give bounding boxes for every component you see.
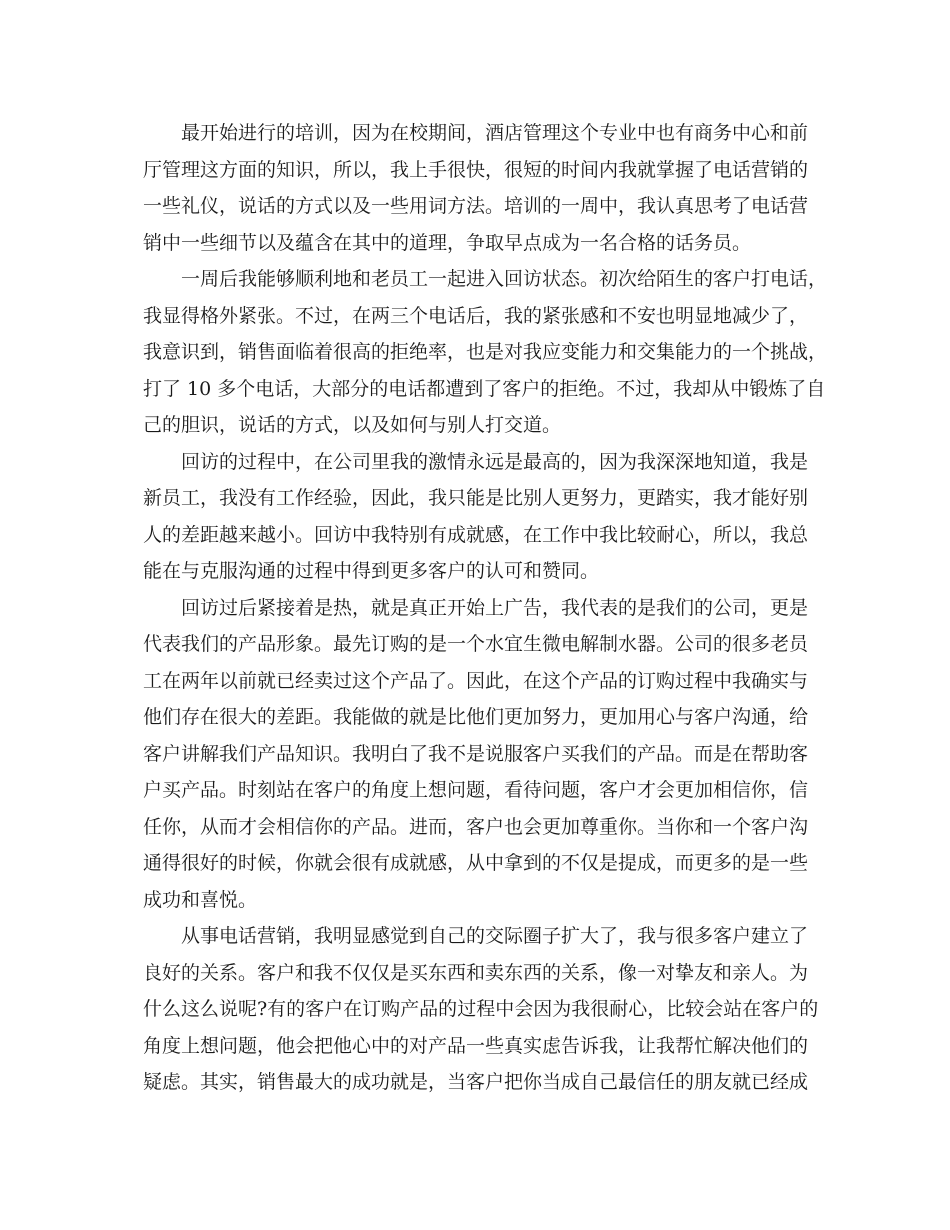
text-line: 人的差距越来越小。回访中我特别有成就感，在工作中我比较耐心，所以，我总 — [143, 523, 809, 546]
text-line: 新员工，我没有工作经验，因此，我只能是比别人更努力，更踏实，我才能好别 — [143, 487, 809, 509]
text-line: 客户讲解我们产品知识。我明白了我不是说服客户买我们的产品。而是在帮助客 — [143, 742, 809, 765]
text-line: 什么这么说呢?有的客户在订购产品的过程中会因为我很耐心，比较会站在客户的 — [143, 998, 819, 1020]
text-line: 己的胆识，说话的方式，以及如何与别人打交道。 — [143, 414, 562, 436]
text-line: 工在两年以前就已经卖过这个产品了。因此，在这个产品的订购过程中我确实与 — [143, 669, 809, 692]
text-line: 良好的关系。客户和我不仅仅是买东西和卖东西的关系，像一对挚友和亲人。为 — [143, 961, 809, 984]
text-line: 厅管理这方面的知识，所以，我上手很快，很短的时间内我就掌握了电话营销的 — [143, 158, 809, 181]
text-line: 我意识到，销售面临着很高的拒绝率，也是对我应变能力和交集能力的一个挑战， — [143, 341, 828, 363]
text-line: 角度上想问题，他会把他心中的对产品一些真实虑告诉我，让我帮忙解决他们的 — [143, 1034, 809, 1057]
text-line: 一些礼仪，说话的方式以及一些用词方法。培训的一周中，我认真思考了电话营 — [143, 195, 809, 217]
text-line: 最开始进行的培训，因为在校期间，酒店管理这个专业中也有商务中心和前 — [143, 122, 809, 144]
document-body — [143, 115, 828, 1101]
paragraph-4 — [143, 590, 809, 919]
paragraph-5 — [143, 918, 819, 1101]
text-line: 一周后我能够顺利地和老员工一起进入回访状态。初次给陌生的客户打电话， — [143, 268, 828, 290]
text-line: 能在与克服沟通的过程中得到更多客户的认可和赞同。 — [143, 560, 600, 582]
text-line: 打了 10 多个电话，大部分的电话都遭到了客户的拒绝。不过，我却从中锻炼了自 — [143, 377, 826, 400]
paragraph-1 — [143, 115, 809, 261]
text-line: 回访过后紧接着是热，就是真正开始上广告，我代表的是我们的公司，更是 — [143, 596, 809, 619]
text-line: 我显得格外紧张。不过，在两三个电话后，我的紧张感和不安也明显地减少了， — [143, 304, 809, 327]
paragraph-3 — [143, 444, 809, 590]
text-line: 通得很好的时候，你就会很有成就感，从中拿到的不仅是提成，而更多的是一些 — [143, 852, 809, 874]
text-line: 销中一些细节以及蕴含在其中的道理，争取早点成为一名合格的话务员。 — [143, 231, 752, 254]
text-line: 回访的过程中，在公司里我的激情永远是最高的，因为我深深地知道，我是 — [143, 450, 809, 473]
text-line: 任你，从而才会相信你的产品。进而，客户也会更加尊重你。当你和一个客户沟 — [143, 815, 809, 838]
text-line: 户买产品。时刻站在客户的角度上想问题，看待问题，客户才会更加相信你，信 — [143, 779, 809, 801]
paragraph-2 — [143, 261, 828, 444]
text-line: 从事电话营销，我明显感觉到自己的交际圈子扩大了，我与很多客户建立了 — [143, 925, 809, 947]
text-line: 疑虑。其实，销售最大的成功就是，当客户把你当成自己最信任的朋友就已经成 — [143, 1071, 809, 1093]
text-line: 他们存在很大的差距。我能做的就是比他们更加努力，更加用心与客户沟通，给 — [143, 706, 809, 728]
text-line: 代表我们的产品形象。最先订购的是一个水宜生微电解制水器。公司的很多老员 — [143, 633, 809, 655]
text-line: 成功和喜悦。 — [143, 888, 258, 911]
